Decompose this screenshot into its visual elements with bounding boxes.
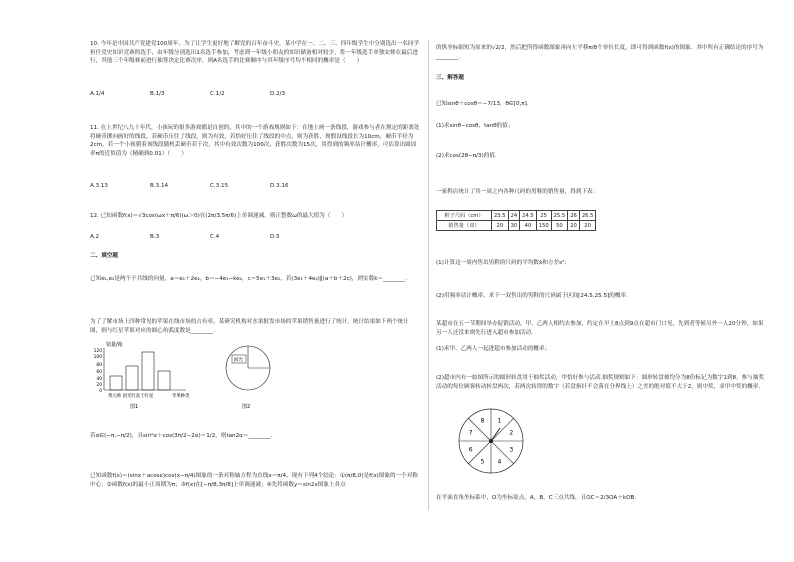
table-cell: 20 [492, 221, 509, 231]
question-12-text: 12. 已知函数f(x)＝√3cos(ωx＋π/6)(ω＞0)在(2π/3,5π/6)上单调递减，则正整数ω的最大值为（ ） [90, 213, 348, 219]
table-cell: 23.5 [492, 211, 509, 221]
question-12-options [90, 234, 330, 240]
question-18-part-1: (1)计算这一周内售出男鞋的尺码的平均数x̄和方差s²； [436, 260, 570, 266]
question-17-part-2: (2)求cos(2θ−π/3)的值. [436, 153, 497, 159]
bar-huangyuanshuai [110, 376, 122, 390]
table-cell: 鞋子尺码（cm） [437, 211, 492, 221]
question-16-continued: 的纵坐标缩短为原来的√2/2，然后把所得函数图象再向左平移π/8个单位长度，即可得到函数f(x)的图象．其中所有正确结论的序号为________. [436, 45, 764, 60]
option-d: D.5 [270, 234, 280, 240]
lottery-wheel [456, 406, 526, 476]
pie-chart-figure [218, 340, 278, 410]
option-b: B.3 [150, 234, 160, 240]
question-10-text: 10. 今年是中国共产党建党100周年，为了让学生更好地了解党的百年奋斗史，某中学在一、二、三、四年级学生中分别选出一名同学担任党史知识竞赛的选手，由年级分别选出1名选手参加，考虑到一年级小朋友的知识储备相对较少，将一年级选手单独安排在最后进行，其他三个年级赛前进行抽签决定比赛次序，则A名选手的比赛顺序与其年级序号均不相同的概率是（ ） [90, 41, 420, 65]
table-cell: 50 [551, 221, 568, 231]
question-17-part-1: (1)求sinθ−cosθ，tanθ的值； [436, 123, 514, 129]
figure-2-caption: 图2 [242, 404, 251, 410]
wheel-number: 4 [497, 458, 502, 466]
option-d: D.2/3 [270, 91, 286, 97]
left-column [88, 0, 421, 562]
y-tick: 0 [99, 389, 102, 394]
table-cell: 25 [536, 211, 551, 221]
shoe-sales-table [436, 210, 596, 231]
table-cell: 26.5 [579, 211, 596, 221]
wheel-number: 2 [509, 429, 514, 437]
question-18-text: 一家鞋店统计了其一周之内各种尺码的男鞋的销售量，得到下表： [436, 189, 599, 195]
question-15-text: 若α∈(−π,−π/2)，且sin²α＋cos(3π/2−2α)＝1/2，则tan2α＝________. [90, 433, 273, 439]
table-cell: 40 [520, 221, 537, 231]
option-a: A.1/4 [90, 91, 105, 97]
option-a: A.2 [90, 234, 100, 240]
table-cell: 销售量（双） [437, 221, 492, 231]
question-18-part-2: (2)用频率估计概率，求下一双售出的男鞋的尺码属于区间[24.5,25.5]的概率. [436, 293, 628, 299]
table-cell: 25.5 [551, 211, 568, 221]
question-20-text: 在平面直角坐标系中，O为坐标原点，A，B，C三点共线，且OC＝2/3OA＋kOB. [436, 495, 637, 501]
y-tick: 20 [96, 383, 102, 388]
option-c: C.3.15 [210, 183, 229, 189]
option-b: B.1/3 [150, 91, 165, 97]
question-16-text: 已知函数f(x)＝(sinx＋acosx)cos(x−π/4)图象的一条对称轴方程为直线x＝π/4，现有下列4个结论：①(π/8,0)是f(x)图象的一个对称中心；②函数f(x)的最小正周期为π；③f(x)在[−π/8,3π/8]上单调递减；④先将函数y＝sin2x图象上各点 [90, 473, 418, 488]
y-tick: 60 [96, 370, 102, 375]
section-fill-title: 二、填空题 [90, 253, 118, 259]
bar-hongfushi [142, 352, 154, 390]
y-tick: 120 [93, 349, 102, 354]
y-tick: 40 [96, 377, 102, 382]
bar-chart-ylabel: 销量/箱 [106, 342, 123, 348]
option-b: B.3.14 [150, 183, 169, 189]
option-a: A.3.13 [90, 183, 108, 189]
question-11-options [90, 183, 330, 189]
pie-label: 国光 [233, 358, 244, 363]
table-cell: 24 [508, 211, 520, 221]
question-19-text: 某超市在五一节期间举办促销活动，甲、乙两人相约去参加，约定在早上8点到9点在超市门口见，先到者等候另外一人20分钟，如果另一人还没来则先行进入超市参加活动. [436, 321, 764, 336]
bar-hongxing [158, 371, 170, 390]
section-answer-title: 三、解答题 [436, 75, 464, 81]
table-cell: 150 [536, 221, 551, 231]
wheel-number: 5 [480, 458, 485, 466]
question-19-part-2: (2)超市内有一如图所示的圆形转盘用于抽奖活动，甲恰好参与活动.抽奖规则如下：圆形转盘被均分为8份标记为数字1到8，参与抽奖活动的每位顾客转动转盘两次，若两次转得的数字（若盘指针不会落在分界线上）之差的绝对值不大于2，则中奖，求甲中奖的概率. [436, 375, 765, 390]
table-cell: 20 [568, 221, 580, 231]
column-divider [428, 40, 429, 510]
wheel-number: 7 [468, 429, 473, 437]
question-14-text: 为了了解市场上四种常见的苹果在线市场的占有率，某研究机构对水果批发市场的苹果销售量进行了统计，统计结果如下两个统计图，则与红星苹果对应的圆心角弧度数是________. [90, 319, 409, 334]
question-11-text: 11. 在上世纪八九十年代，小孩玩的很多游戏都是自创的，其中的一个游戏规则如下：在地上画一条线段，游戏参与者在规定的距离处将硬币掷向画好的线段，若硬币压住了线段，则为有效，若恰好压住了线段的中点，则为获胜，现假设线段长为10cm，硬币半径为2cm，若一个小孩朝着该线段随机丢硬币若干次，其中有效次数为100次，获胜次数为15次，用得到的频率估计概率，可估算出圆周率π的近似值为（精确到0.01）（ ） [90, 125, 420, 157]
table-cell: 24.5 [520, 211, 537, 221]
table-cell: 30 [508, 221, 520, 231]
question-10-options [90, 91, 330, 97]
option-c: C.4 [210, 234, 220, 240]
bar-chart-figure [90, 340, 200, 410]
table-cell: 26 [568, 211, 580, 221]
y-tick: 100 [93, 355, 102, 360]
table-row [437, 221, 596, 231]
right-column [436, 0, 766, 562]
question-19-part-1: (1)求甲、乙两人一起进超市参加活动的概率； [436, 346, 551, 352]
x-categories: 黄元帅 国光红富士红星 [108, 394, 154, 399]
table-row [437, 211, 596, 221]
x-axis-label: 苹果种类 [172, 394, 190, 399]
option-d: D.3.16 [270, 183, 289, 189]
table-cell: 20 [579, 221, 596, 231]
wheel-pointer [491, 428, 500, 441]
y-tick: 80 [96, 363, 102, 368]
figure-1-caption: 图1 [130, 404, 139, 410]
question-17-text: 已知sinθ＋cosθ＝−7/13，θ∈[0,π]. [436, 101, 529, 107]
wheel-number: 8 [480, 417, 485, 425]
wheel-number: 3 [509, 446, 514, 454]
option-c: C.1/2 [210, 91, 225, 97]
bar-guoguang [126, 366, 138, 390]
question-13-text: 已知e₁,e₂是两个不共线的向量，a＝e₁＋2e₂，b＝−4e₁−ke₂，c＝5e₁＋3e₂，若(3e₁＋4e₂)∥(a＋b＋2c)，则实数k＝________. [90, 276, 408, 282]
wheel-number: 6 [468, 446, 473, 454]
wheel-number: 1 [497, 417, 502, 425]
